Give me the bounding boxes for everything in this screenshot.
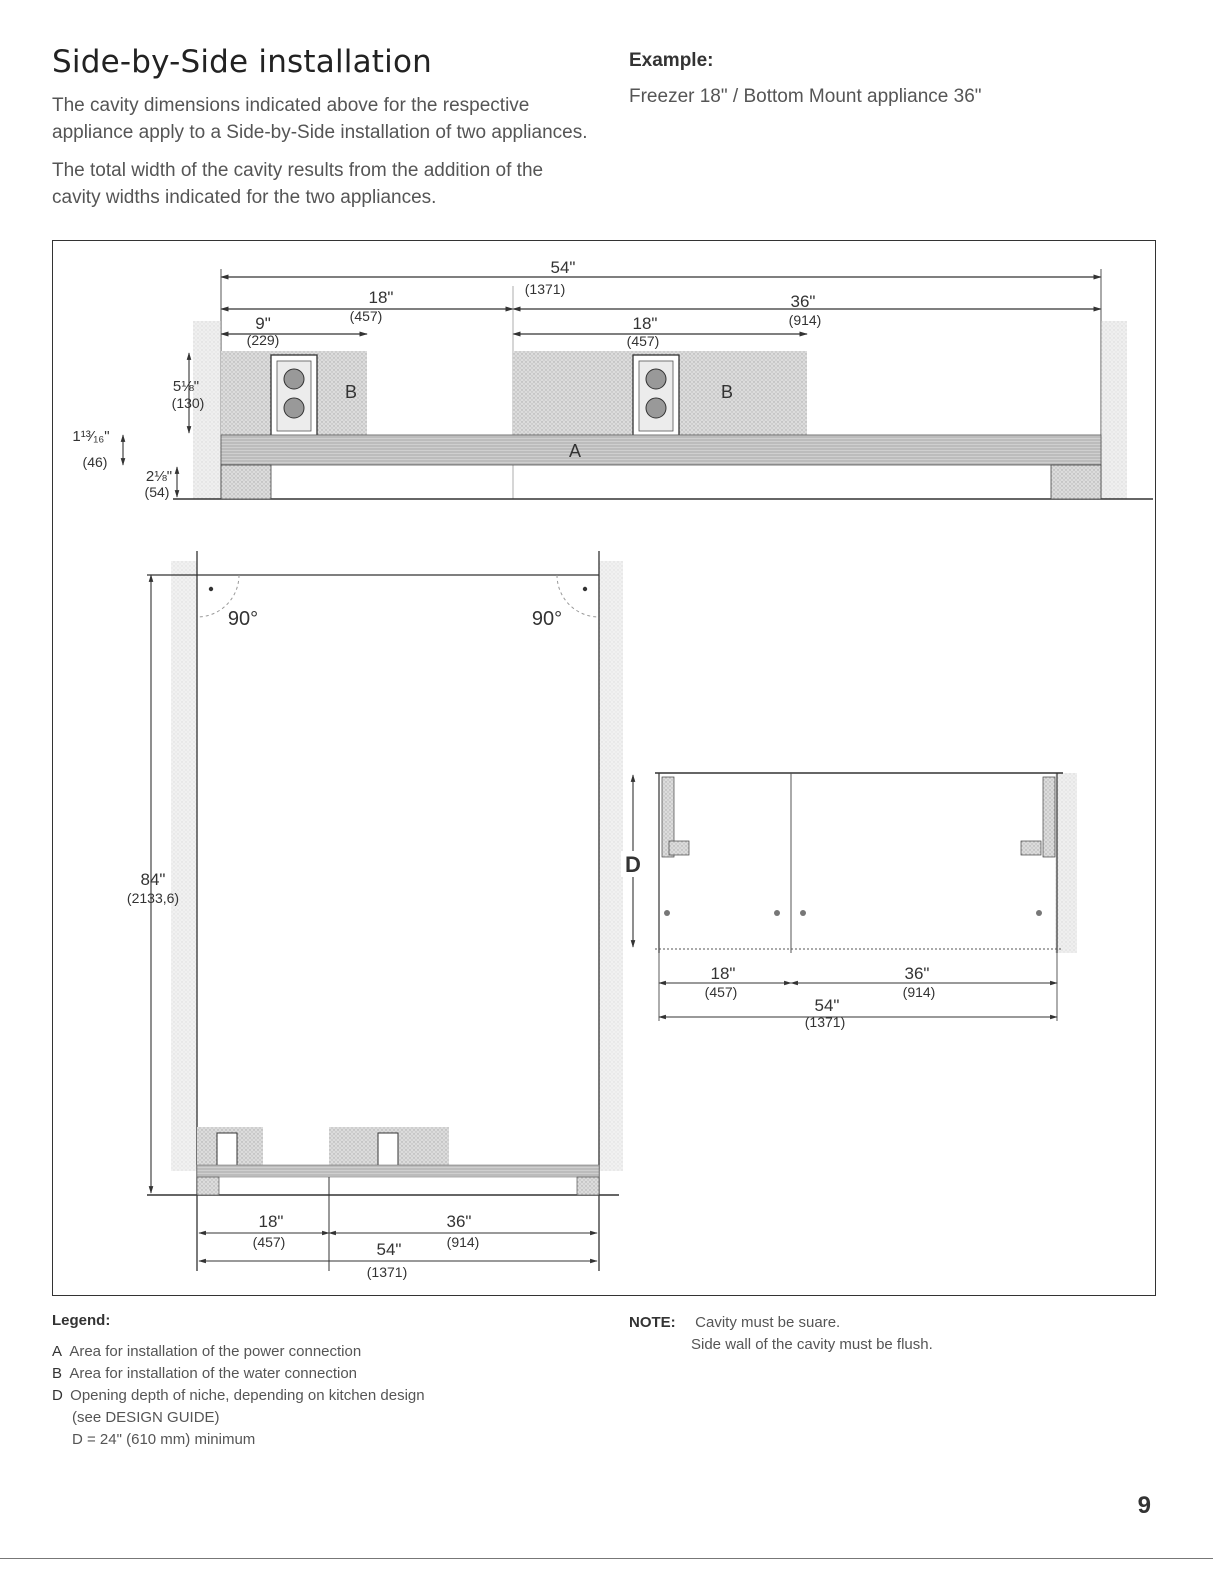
front-b-height: 5⅛" <box>172 378 200 395</box>
legend-key: A <box>52 1343 63 1360</box>
legend-text: Area for installation of the water connection <box>69 1365 358 1382</box>
side-right-width-mm: (914) <box>446 1234 480 1250</box>
outlet-icon <box>217 1133 237 1167</box>
note-line-2: Side wall of the cavity must be flush. <box>691 1336 933 1353</box>
note <box>629 1312 1149 1356</box>
outlet-icon <box>378 1133 398 1167</box>
top-right-width: 36" <box>904 964 930 983</box>
side-view <box>127 551 623 1280</box>
front-area-a <box>221 435 1101 465</box>
front-label-b-left: B <box>344 382 358 402</box>
legend-d-note-1: (see DESIGN GUIDE) <box>72 1409 220 1426</box>
side-area-a <box>197 1165 599 1177</box>
side-right-angle-dot <box>583 587 587 591</box>
top-right-wall-texture <box>1055 773 1077 953</box>
intro-paragraph-2: The total width of the cavity results from the addition of the cavity widths indicated for the two appliances. <box>52 160 544 208</box>
example-heading: Example: <box>629 50 714 71</box>
legend-key: D <box>52 1387 63 1404</box>
example-text: Freezer 18" / Bottom Mount appliance 36" <box>629 86 982 107</box>
legend-item-a <box>52 1341 592 1363</box>
front-base-height: 2⅛" <box>145 468 173 485</box>
front-a-height-mm: (46) <box>82 454 108 470</box>
side-height-mm: (2133,6) <box>126 890 180 906</box>
front-right-width: 36" <box>790 292 816 311</box>
legend-d-note-2: D = 24" (610 mm) minimum <box>72 1431 256 1448</box>
front-right-b-width-mm: (457) <box>626 333 660 349</box>
side-right-angle-arc <box>557 575 599 617</box>
intro-text <box>52 92 592 211</box>
side-left-width: 18" <box>258 1212 284 1231</box>
outlet-icon <box>271 355 317 437</box>
top-total-width: 54" <box>814 996 840 1015</box>
top-left-width-mm: (457) <box>704 984 738 1000</box>
side-right-leveling-foot <box>577 1177 599 1195</box>
front-right-leveling-foot <box>1051 465 1101 499</box>
top-screw <box>664 910 670 916</box>
legend-text: Area for installation of the power connection <box>69 1343 362 1360</box>
side-total-width: 54" <box>376 1240 402 1259</box>
top-depth-label: D <box>625 852 641 877</box>
top-screw <box>774 910 780 916</box>
front-right-wall-texture <box>1101 321 1127 499</box>
legend-heading: Legend: <box>52 1312 111 1329</box>
top-screw <box>800 910 806 916</box>
legend <box>52 1312 592 1451</box>
top-right-hinge-bracket <box>1021 841 1041 855</box>
front-left-b-width: 9" <box>255 314 271 333</box>
front-left-b-width-mm: (229) <box>246 332 280 348</box>
legend-text: Opening depth of niche, depending on kitchen design <box>70 1387 425 1404</box>
front-total-width-mm: (1371) <box>524 281 566 297</box>
top-left-hinge-bracket <box>669 841 689 855</box>
side-height: 84" <box>140 870 166 889</box>
top-total-width-mm: (1371) <box>804 1014 846 1030</box>
intro-paragraph-1: The cavity dimensions indicated above for the respective appliance apply to a Side-by-Side installation of two appliances. <box>52 95 588 143</box>
side-left-wall-texture <box>171 561 197 1171</box>
top-left-width: 18" <box>710 964 736 983</box>
front-right-width-mm: (914) <box>788 312 822 328</box>
outlet-icon <box>633 355 679 437</box>
side-left-angle-dot <box>209 587 213 591</box>
side-left-angle: 90° <box>227 608 259 630</box>
front-a-height: 1¹³⁄₁₆" <box>72 428 110 445</box>
page-bottom-rule <box>0 1558 1213 1559</box>
side-right-angle: 90° <box>531 608 563 630</box>
side-right-wall-texture <box>599 561 623 1171</box>
side-left-leveling-foot <box>197 1177 219 1195</box>
top-right-width-mm: (914) <box>902 984 936 1000</box>
front-left-width-mm: (457) <box>349 308 383 324</box>
front-left-leveling-foot <box>221 465 271 499</box>
top-right-hinge <box>1043 777 1055 857</box>
front-total-width: 54" <box>550 258 576 277</box>
front-view <box>72 258 1153 500</box>
installation-diagram <box>52 240 1156 1296</box>
front-label-b-right: B <box>720 382 734 402</box>
page-title: Side-by-Side installation <box>52 44 432 80</box>
installation-diagram-svg <box>53 241 1157 1297</box>
front-label-a: A <box>568 441 582 461</box>
side-right-width: 36" <box>446 1212 472 1231</box>
legend-item-d <box>52 1385 592 1407</box>
note-line-1-row <box>629 1312 1149 1334</box>
page-number: 9 <box>1137 1492 1151 1519</box>
top-view <box>621 773 1077 1030</box>
front-base-height-mm: (54) <box>144 484 170 500</box>
front-right-b-width: 18" <box>632 314 658 333</box>
front-b-height-mm: (130) <box>171 395 205 411</box>
top-screw <box>1036 910 1042 916</box>
legend-key: B <box>52 1365 63 1382</box>
legend-item-b <box>52 1363 592 1385</box>
side-total-width-mm: (1371) <box>366 1264 408 1280</box>
note-label: NOTE: <box>629 1314 676 1331</box>
front-left-width: 18" <box>368 288 394 307</box>
note-line-1: Cavity must be suare. <box>695 1314 841 1331</box>
side-left-width-mm: (457) <box>252 1234 286 1250</box>
